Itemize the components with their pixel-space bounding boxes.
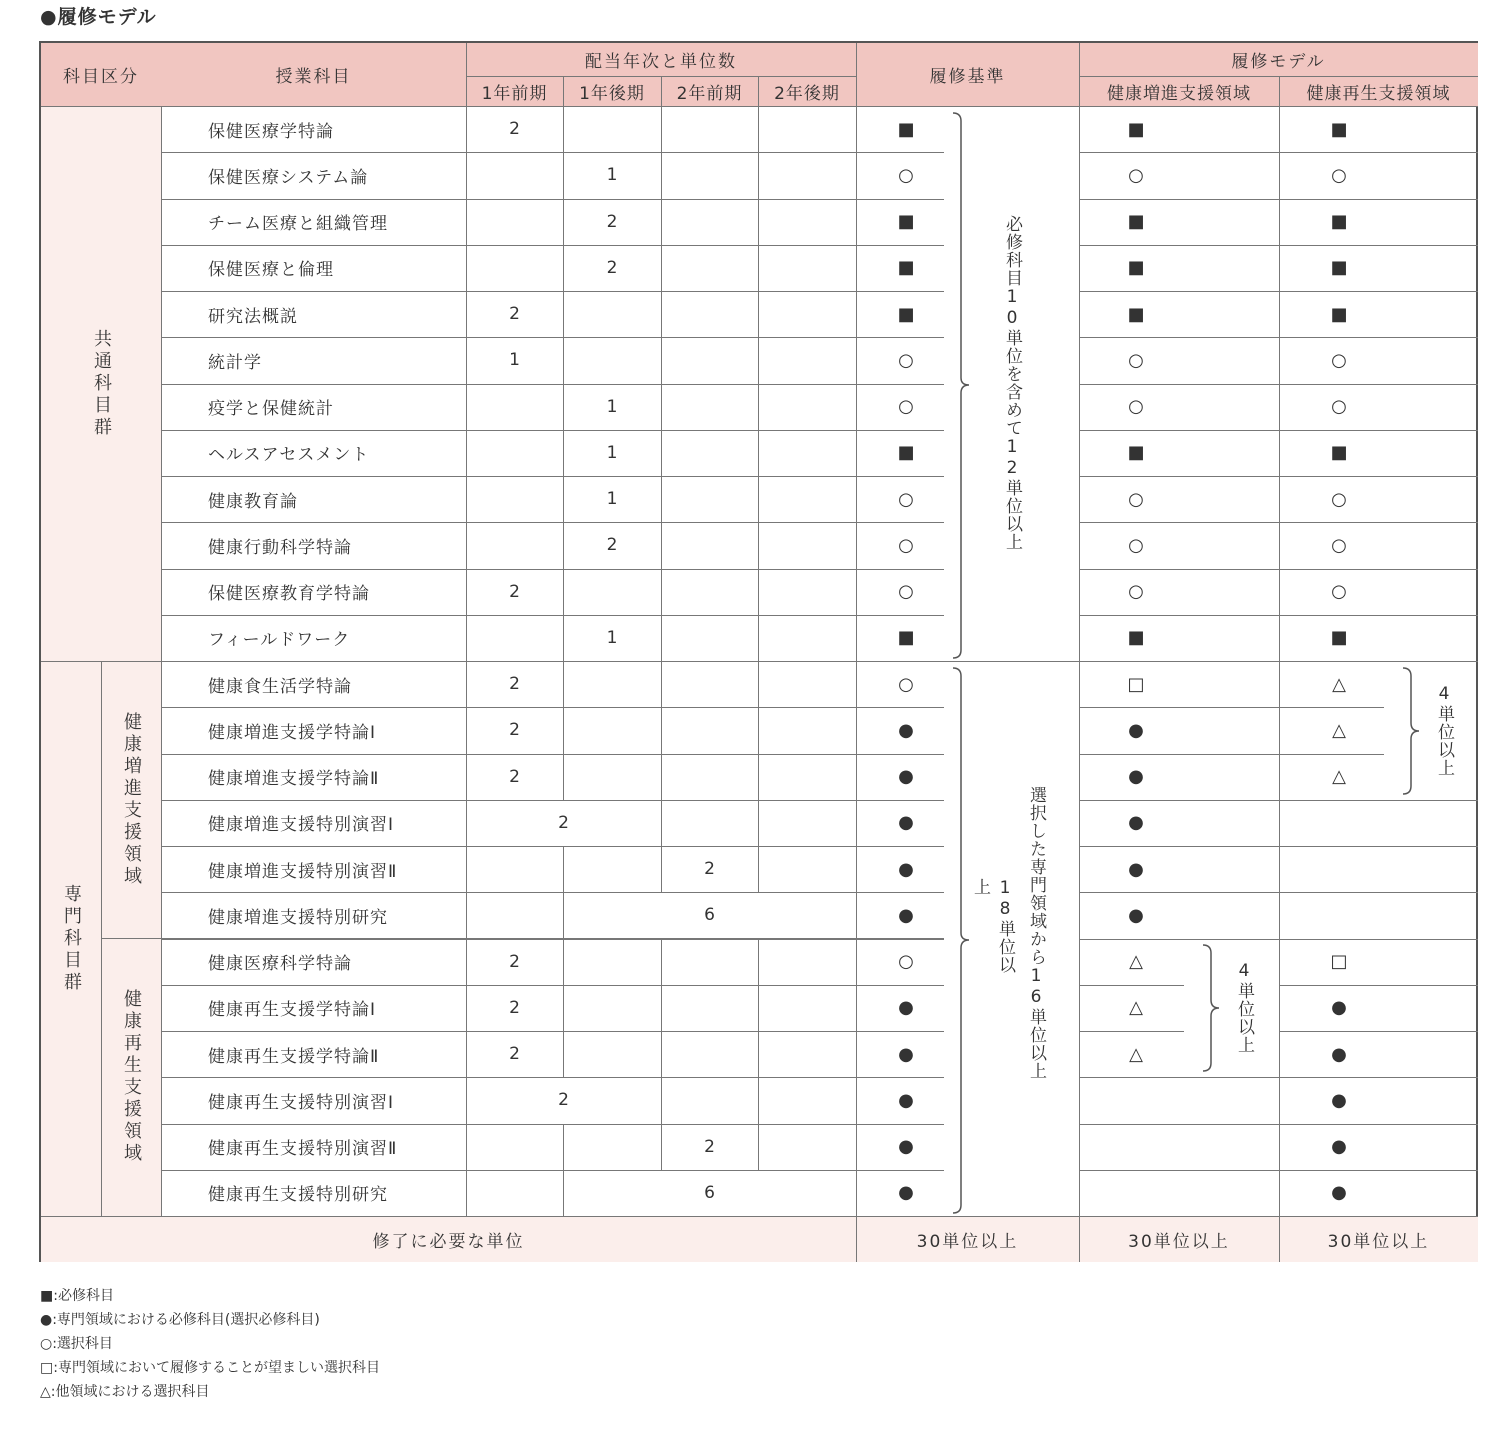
units-t1: 2 [509, 304, 520, 324]
legend-item: ○:選択科目 [40, 1336, 113, 1352]
model-promotion-mark: ○ [1128, 581, 1144, 602]
model-regeneration-mark: ■ [1330, 303, 1348, 325]
criteria-mark: ○ [898, 534, 914, 556]
units-t2: 1 [606, 489, 618, 509]
model-promotion-mark: ● [1128, 904, 1144, 926]
subject-name: 健康再生支援学特論Ⅰ [208, 1000, 377, 1021]
criteria-mark: ● [898, 719, 914, 741]
subject-name: チーム医療と組織管理 [208, 214, 388, 234]
criteria-mark: ■ [897, 211, 915, 232]
footer-model-regeneration: 30単位以上 [1327, 1231, 1430, 1252]
model-promotion-mark: ○ [1128, 164, 1144, 186]
model-regeneration-mark: ● [1331, 997, 1347, 1019]
units-t1: 2 [509, 997, 520, 1018]
subject-name: ヘルスアセスメント [208, 445, 370, 466]
criteria-mark: ● [898, 766, 914, 787]
model-regeneration-mark: ○ [1331, 488, 1347, 510]
criteria-mark: ○ [898, 164, 914, 186]
subject-name: 健康教育論 [208, 491, 298, 512]
units-span: 2 [558, 812, 569, 833]
criteria-mark: ■ [897, 303, 915, 325]
subject-name: 健康増進支援学特論Ⅰ [208, 722, 377, 743]
units-t2: 1 [606, 396, 618, 417]
units-t2: 2 [606, 211, 618, 232]
header-year-units: 配当年次と単位数 [466, 43, 856, 76]
subject-name: 疫学と保健統計 [208, 399, 334, 419]
model-promotion-mark: ○ [1128, 534, 1144, 556]
criteria-mark: ● [898, 1043, 914, 1065]
units-span: 6 [704, 905, 715, 926]
model-promotion-mark: ■ [1127, 442, 1145, 464]
bracket-four-b [1201, 945, 1221, 1071]
units-span: 6 [704, 1182, 715, 1203]
criteria-mark: ○ [898, 581, 914, 602]
units-t3: 2 [704, 1136, 715, 1157]
model-regeneration-mark: ● [1331, 1089, 1347, 1111]
model-regeneration-mark: ○ [1331, 164, 1347, 186]
model-regeneration-mark: ■ [1330, 118, 1348, 140]
criteria-mark: ● [898, 812, 914, 834]
model-promotion-mark: ○ [1128, 349, 1144, 371]
subject-name: 健康増進支援特別演習Ⅰ [208, 815, 395, 836]
header-term-4: 2年後期 [758, 76, 856, 106]
model-regeneration-mark: ○ [1331, 534, 1347, 556]
model-promotion-mark: ● [1128, 766, 1144, 787]
subject-name: 健康増進支援特別演習Ⅱ [208, 861, 398, 882]
criteria-mark: ● [898, 1136, 914, 1157]
model-regeneration-mark: ■ [1330, 442, 1348, 464]
subject-name: 健康再生支援特別演習Ⅱ [208, 1139, 398, 1159]
units-t3: 2 [704, 859, 715, 879]
subject-name: 健康増進支援特別研究 [208, 907, 388, 928]
subject-name: 健康食生活学特論 [208, 676, 352, 697]
header-model: 履修モデル [1079, 43, 1478, 76]
footer-label: 修了に必要な単位 [372, 1231, 525, 1252]
subject-name: 統計学 [208, 352, 262, 373]
units-t1: 2 [509, 119, 520, 139]
units-t2: 2 [606, 257, 618, 278]
bracket-four-a [1401, 668, 1421, 794]
header-field-promotion: 健康増進支援領域 [1079, 76, 1279, 106]
model-regeneration-mark: □ [1330, 951, 1348, 972]
subject-name: 健康行動科学特論 [208, 537, 352, 558]
page-title: ●履修モデル [40, 6, 157, 28]
model-promotion-mark: ■ [1127, 303, 1145, 325]
subject-name: 健康増進支援学特論Ⅱ [208, 769, 380, 789]
subject-name: 健康医療科学特論 [208, 954, 352, 974]
model-regeneration-mark: ● [1331, 1136, 1347, 1157]
header-term-3: 2年前期 [661, 76, 758, 106]
units-t2: 2 [606, 535, 618, 556]
model-regeneration-mark: ■ [1330, 257, 1348, 279]
model-promotion-mark: ■ [1127, 627, 1145, 649]
criteria-mark: ● [898, 1089, 914, 1111]
units-t1: 2 [509, 674, 520, 694]
units-t1: 2 [509, 1044, 520, 1064]
criteria-mark: ■ [897, 442, 915, 464]
criteria-mark: ■ [897, 257, 915, 279]
units-t2: 1 [606, 627, 618, 648]
model-promotion-mark: ○ [1128, 396, 1144, 417]
criteria-mark: ○ [898, 673, 914, 695]
model-promotion-mark: ■ [1127, 257, 1145, 279]
header-subject: 授業科目 [161, 43, 466, 106]
model-regeneration-mark: ○ [1331, 349, 1347, 371]
criteria-mark: ● [898, 858, 914, 880]
subject-name: 保健医療システム論 [208, 167, 369, 188]
subject-name: 健康再生支援学特論Ⅱ [208, 1046, 380, 1067]
group-regeneration: 健康再生支援領域 [121, 989, 142, 1165]
criteria-mark: ● [898, 997, 914, 1019]
model-promotion-mark: ● [1128, 858, 1144, 880]
subject-name: 研究法概説 [208, 306, 298, 327]
subject-name: 保健医療教育学特論 [208, 584, 370, 604]
model-regeneration-mark: ● [1331, 1043, 1347, 1065]
legend-item: ■:必修科目 [40, 1288, 114, 1304]
group-special: 専門科目群 [61, 883, 82, 994]
model-regeneration-mark: ○ [1331, 396, 1347, 417]
header-term-1: 1年前期 [466, 76, 563, 106]
note-special-outer: 18単位以上 [970, 878, 1015, 974]
units-t1: 2 [509, 581, 520, 602]
model-promotion-mark: △ [1129, 951, 1143, 972]
model-regeneration-mark: △ [1332, 766, 1346, 787]
model-regeneration-mark: ● [1331, 1182, 1347, 1204]
subject-name: 健康再生支援特別研究 [208, 1185, 388, 1206]
footer-criteria: 30単位以上 [916, 1231, 1019, 1252]
curriculum-table [39, 41, 1478, 1262]
model-promotion-mark: ○ [1128, 488, 1144, 510]
header-field-regeneration: 健康再生支援領域 [1279, 76, 1478, 106]
model-promotion-mark: ■ [1127, 211, 1145, 232]
header-category: 科目区分 [41, 43, 161, 106]
model-regeneration-mark: ■ [1330, 211, 1348, 232]
group-common: 共通科目群 [91, 328, 112, 439]
model-promotion-mark: △ [1129, 1043, 1143, 1065]
model-promotion-mark: ● [1128, 719, 1144, 741]
note-special-inner: 選択した専門領域から16単位以上 [1026, 786, 1046, 1080]
model-regeneration-mark: ■ [1330, 627, 1348, 649]
criteria-mark: ■ [897, 118, 915, 140]
legend-item: △:他領域における選択科目 [40, 1384, 210, 1400]
units-t1: 2 [509, 720, 520, 741]
model-regeneration-mark: △ [1332, 673, 1346, 695]
criteria-mark: ■ [897, 627, 915, 649]
units-span: 2 [558, 1090, 569, 1111]
criteria-mark: ○ [898, 396, 914, 417]
criteria-mark: ○ [898, 951, 914, 972]
model-regeneration-mark: ○ [1331, 581, 1347, 602]
criteria-mark: ○ [898, 349, 914, 371]
units-t1: 1 [509, 350, 520, 371]
model-promotion-mark: ● [1128, 812, 1144, 834]
header-criteria: 履修基準 [856, 43, 1079, 106]
units-t1: 2 [509, 766, 520, 787]
model-promotion-mark: △ [1129, 997, 1143, 1019]
legend-item: ●:専門領域における必修科目(選択必修科目) [40, 1312, 320, 1328]
subject-name: 健康再生支援特別演習Ⅰ [208, 1092, 395, 1113]
bracket-common [951, 113, 981, 658]
note-four-units-promotion: 4単位以上 [1434, 683, 1454, 777]
units-t2: 1 [606, 165, 618, 186]
note-common-requirement: 必修科目10単位を含めて12単位以上 [1002, 215, 1022, 551]
group-promotion: 健康増進支援領域 [121, 711, 142, 888]
subject-name: フィールドワーク [208, 630, 351, 651]
header-term-2: 1年後期 [563, 76, 661, 106]
model-promotion-mark: ■ [1127, 118, 1145, 140]
model-regeneration-mark: △ [1332, 719, 1346, 741]
criteria-mark: ● [898, 1182, 914, 1204]
footer-model-promotion: 30単位以上 [1128, 1231, 1230, 1252]
criteria-mark: ● [898, 904, 914, 926]
note-four-units-regeneration: 4単位以上 [1234, 960, 1254, 1054]
subject-name: 保健医療と倫理 [208, 260, 334, 281]
legend-item: □:専門領域において履修することが望ましい選択科目 [40, 1360, 380, 1376]
subject-name: 保健医療学特論 [208, 121, 334, 142]
criteria-mark: ○ [898, 488, 914, 510]
units-t1: 2 [509, 951, 520, 972]
units-t2: 1 [606, 442, 618, 463]
model-promotion-mark: □ [1127, 673, 1145, 695]
